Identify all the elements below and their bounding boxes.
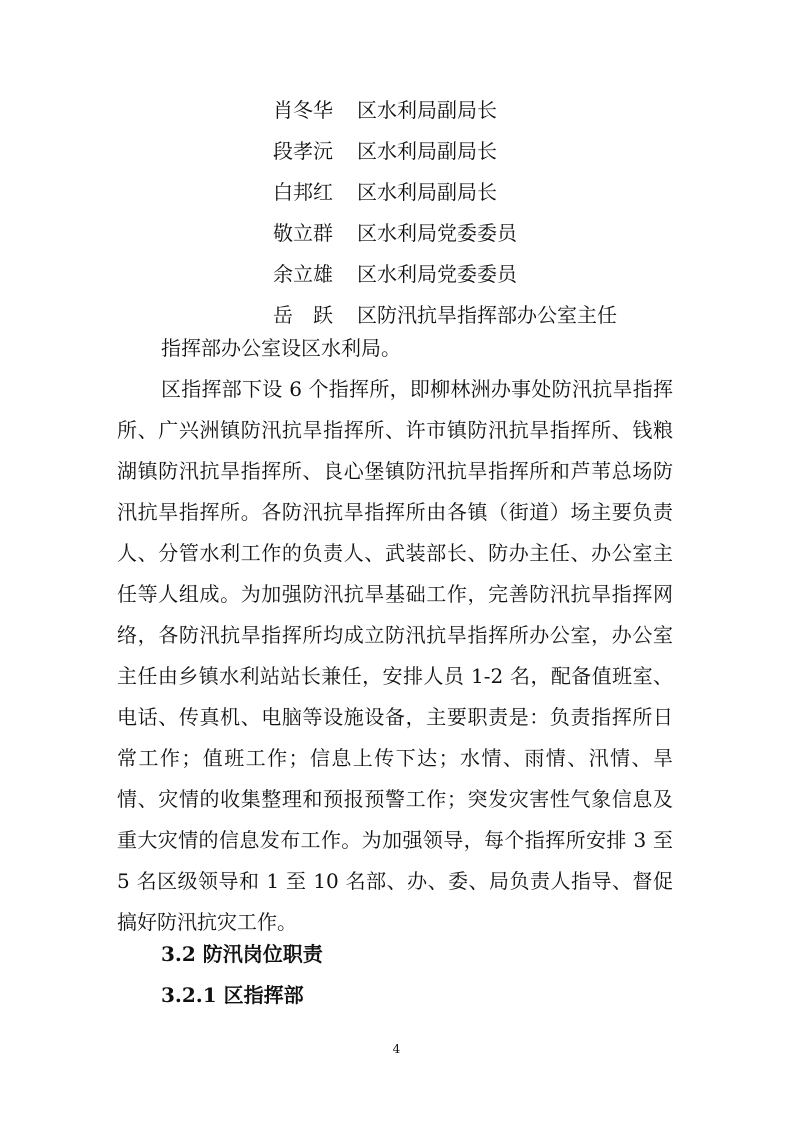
member-name: 肖冬华	[273, 98, 333, 122]
member-row	[273, 90, 617, 131]
member-title: 区防汛抗旱指挥部办公室主任	[357, 303, 617, 327]
office-location-paragraph: 指挥部办公室设区水利局。	[161, 336, 401, 360]
member-row	[273, 172, 617, 213]
member-title: 区水利局党委委员	[357, 221, 517, 245]
page-number: 4	[392, 1042, 401, 1056]
member-row	[273, 213, 617, 254]
member-title: 区水利局党委委员	[357, 262, 517, 286]
section-heading-3-2-1: 3.2.1 区指挥部	[161, 983, 304, 1007]
member-name: 敬立群	[273, 221, 333, 245]
member-name: 白邦红	[273, 180, 333, 204]
member-name: 岳 跃	[273, 303, 333, 327]
member-title: 区水利局副局长	[357, 98, 497, 122]
member-name: 段孝沅	[273, 139, 333, 163]
command-posts-paragraph: 区指挥部下设 6 个指挥所，即柳林洲办事处防汛抗旱指挥所、广兴洲镇防汛抗旱指挥所、许市镇防汛抗旱指挥所、钱粮湖镇防汛抗旱指挥所、良心堡镇防汛抗旱指挥所和芦苇总场防汛抗旱指挥所。各防汛抗旱指挥所由各镇（街道）场主要负责人、分管水利工作的负责人、武装部长、防办主任、办公室主任等人组成。为加强防汛抗旱基础工作，完善防汛抗旱指挥网络，各防汛抗旱指挥所均成立防汛抗旱指挥所办公室，办公室主任由乡镇水利站站长兼任，安排人员 1-2 名，配备值班室、电话、传真机、电脑等设施设备，主要职责是：负责指挥所日常工作；值班工作；信息上传下达；水情、雨情、汛情、旱情、灾情的收集整理和预报预警工作；突发灾害性气象信息及重大灾情的信息发布工作。为加强领导，每个指挥所安排 3 至 5 名区级领导和 1 至 10 名部、办、委、局负责人指导、督促搞好防汛抗灾工作。	[117, 377, 673, 934]
member-name: 余立雄	[273, 262, 333, 286]
member-list	[273, 90, 617, 336]
member-row	[273, 254, 617, 295]
section-heading-3-2: 3.2 防汛岗位职责	[161, 942, 323, 966]
member-title: 区水利局副局长	[357, 139, 497, 163]
member-row	[273, 131, 617, 172]
member-title: 区水利局副局长	[357, 180, 497, 204]
